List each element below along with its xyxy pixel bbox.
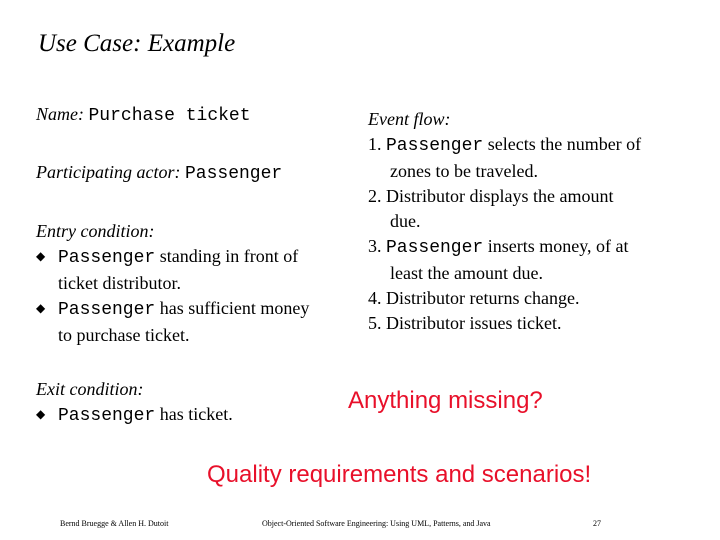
event-step-text: Distributor returns change. bbox=[386, 288, 580, 308]
event-step-text: Distributor issues ticket. bbox=[386, 313, 562, 333]
diamond-bullet-icon: ◆ bbox=[36, 407, 46, 421]
exit-item-text: has ticket. bbox=[155, 404, 233, 424]
name-label: Name: bbox=[36, 104, 84, 124]
event-step-number: 2. bbox=[368, 186, 382, 206]
event-flow-section bbox=[368, 107, 641, 336]
slide-title: Use Case: Example bbox=[38, 30, 236, 57]
diamond-bullet-icon: ◆ bbox=[36, 249, 46, 263]
footer-book: Object-Oriented Software Engineering: Using UML, Patterns, and Java bbox=[262, 519, 491, 528]
footer-page-number: 27 bbox=[593, 519, 601, 528]
entry-item bbox=[36, 244, 309, 271]
entry-item-text: has sufficient money bbox=[155, 298, 310, 318]
actor-row bbox=[36, 160, 282, 187]
event-step-number: 5. bbox=[368, 313, 382, 333]
entry-item-continuation: ticket distributor. bbox=[58, 273, 181, 293]
event-step bbox=[368, 234, 641, 261]
event-step-continuation: zones to be traveled. bbox=[390, 161, 538, 181]
exit-label: Exit condition: bbox=[36, 379, 144, 399]
event-step-number: 4. bbox=[368, 288, 382, 308]
event-step-text: Distributor displays the amount bbox=[386, 186, 614, 206]
entry-item-text: standing in front of bbox=[155, 246, 299, 266]
event-step-actor: Passenger bbox=[386, 136, 484, 156]
event-step-continuation: due. bbox=[390, 211, 421, 231]
event-step bbox=[368, 311, 641, 336]
exit-section bbox=[36, 377, 233, 429]
entry-section bbox=[36, 219, 309, 348]
entry-item bbox=[36, 296, 309, 323]
entry-item-actor: Passenger bbox=[58, 248, 156, 268]
actor-label: Participating actor: bbox=[36, 162, 181, 182]
entry-item-actor: Passenger bbox=[58, 300, 156, 320]
event-step bbox=[368, 184, 641, 209]
event-step-text: selects the number of bbox=[483, 134, 642, 154]
event-step-number: 3. bbox=[368, 236, 382, 256]
event-step-actor: Passenger bbox=[386, 238, 484, 258]
diamond-bullet-icon: ◆ bbox=[36, 301, 46, 315]
exit-item-actor: Passenger bbox=[58, 406, 156, 426]
event-step bbox=[368, 132, 641, 159]
event-flow-label: Event flow: bbox=[368, 109, 451, 129]
answer-callout: Quality requirements and scenarios! bbox=[207, 461, 592, 488]
name-row bbox=[36, 102, 251, 129]
event-step-text: inserts money, of at bbox=[483, 236, 629, 256]
name-value: Purchase ticket bbox=[88, 106, 251, 126]
event-step bbox=[368, 286, 641, 311]
entry-item-continuation: to purchase ticket. bbox=[58, 325, 190, 345]
event-step-number: 1. bbox=[368, 134, 382, 154]
question-callout: Anything missing? bbox=[348, 387, 543, 414]
actor-value: Passenger bbox=[184, 164, 283, 184]
exit-item bbox=[36, 402, 233, 429]
entry-label: Entry condition: bbox=[36, 221, 155, 241]
event-step-continuation: least the amount due. bbox=[390, 263, 543, 283]
footer-authors: Bernd Bruegge & Allen H. Dutoit bbox=[60, 519, 169, 528]
